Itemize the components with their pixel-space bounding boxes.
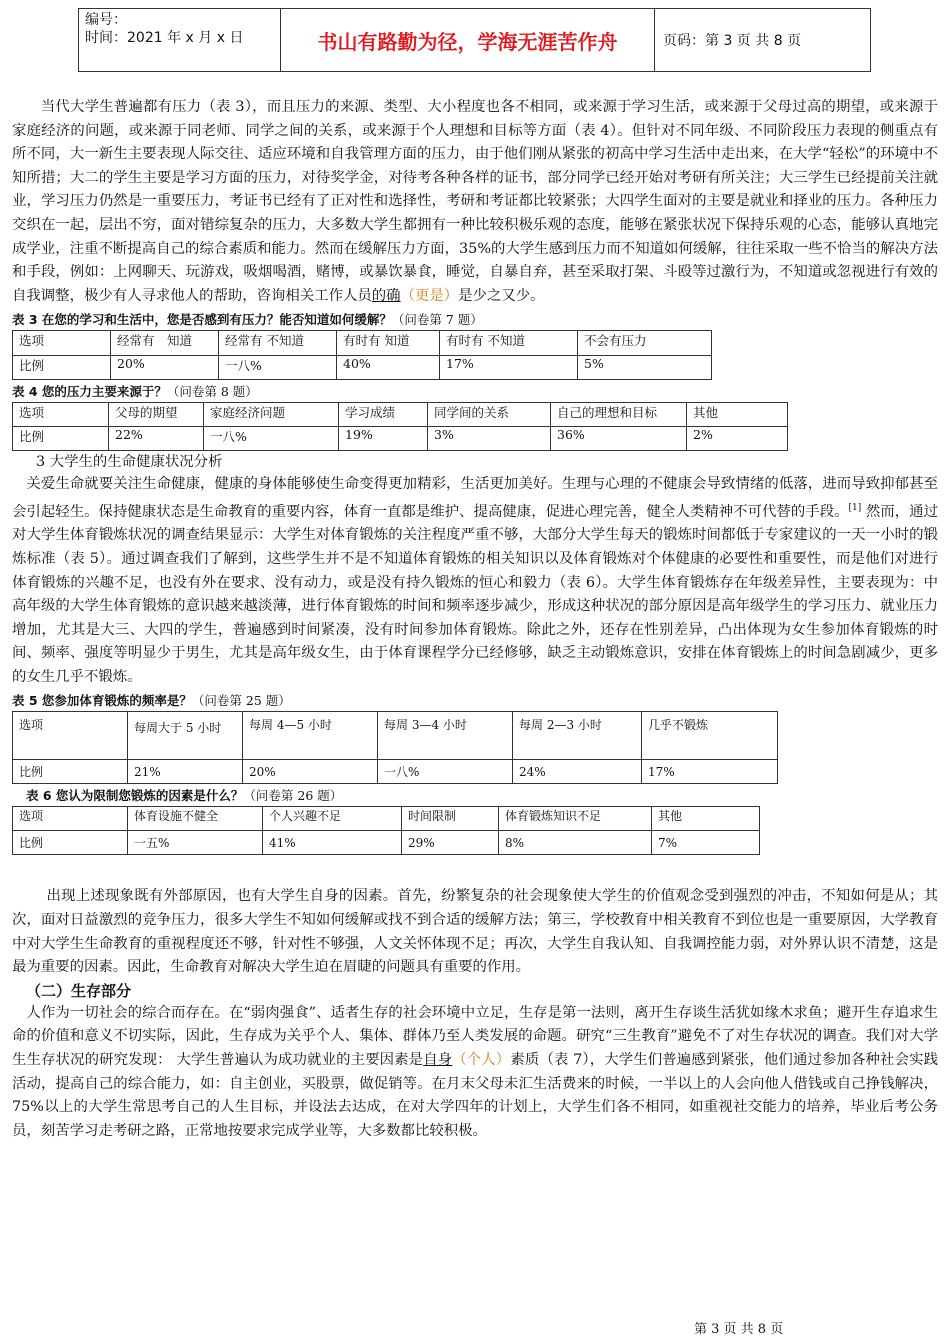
table-cell: 8%: [499, 831, 652, 855]
paragraph-health: [12, 473, 938, 689]
revision-text: （更是）: [400, 287, 459, 304]
table-cell: 比例: [13, 831, 128, 855]
table-cell: 时间限制: [402, 807, 499, 831]
table-cell: 选项: [13, 403, 109, 427]
table-cell: 有时有 知道: [337, 331, 440, 356]
table-cell: 学习成绩: [339, 403, 428, 427]
caption-title: 表 5 您参加体育锻炼的频率是？: [12, 693, 192, 709]
table-cell: 3%: [428, 427, 551, 451]
header-motto: 书山有路勤为径，学海无涯苦作舟: [281, 9, 655, 71]
paragraph-text: 关爱生命就要关注生命健康，健康的身体能够使生命变得更加精彩，生活更加美好。生理与心理的不健康会导致情绪的低落，进而导致抑郁甚至会引起轻生。保持健康状态是生命教育的重要内容，体育一直都是维护、提高健康，促进心理完善，健全人类精神不可代替的手段。: [12, 476, 938, 520]
page-header: [78, 8, 871, 72]
table-cell: 29%: [402, 831, 499, 855]
table-cell: 2%: [687, 427, 788, 451]
table-cell: 17%: [642, 760, 778, 784]
table6-caption: [12, 786, 938, 806]
table-cell: 40%: [337, 356, 440, 380]
header-page-info: 页码：第 3 页 共 8 页: [663, 33, 802, 49]
table-cell: 19%: [339, 427, 428, 451]
table-cell: 20%: [111, 356, 219, 380]
table-cell: 经常有 知道: [111, 331, 219, 356]
table-cell: 一八%: [204, 427, 339, 451]
table3-caption: [12, 310, 938, 330]
caption-note: （问卷第 25 题）: [191, 693, 291, 709]
caption-note: （问卷第 7 题）: [391, 312, 483, 328]
table-cell: 体育锻炼知识不足: [499, 807, 652, 831]
table-cell: 经常有 不知道: [219, 331, 337, 356]
table-cell: 选项: [13, 807, 128, 831]
table5-caption: [12, 691, 938, 711]
table-cell: 每周 2—3 小时: [513, 712, 642, 760]
table-cell: 22%: [109, 427, 204, 451]
table-cell: 父母的期望: [109, 403, 204, 427]
table-cell: 选项: [13, 712, 128, 760]
table-cell: 有时有 不知道: [440, 331, 578, 356]
table-cell: 不会有压力: [578, 331, 712, 356]
caption-note: （问卷第 8 题）: [166, 384, 258, 400]
table-cell: 每周大于 5 小时: [128, 712, 243, 760]
caption-title: 表 3 在您的学习和生活中，您是否感到有压力？能否知道如何缓解？: [12, 312, 392, 328]
table-cell: 其他: [652, 807, 760, 831]
caption-note: （问卷第 26 题）: [243, 788, 343, 804]
table-cell: 20%: [243, 760, 378, 784]
paragraph-text: 人作为一切社会的综合而存在。在“弱肉强食”、适者生存的社会环境中立足，生存是第一法则，离开生存谈生活犹如缘木求鱼；避开生存追求生命的价值和意义不切实际，因此，生存成为关乎个人、集体、群体乃至人类发展的命题。研究“三生教育”避免不了对生存状况的调查。我们对大学生生存状况的研究发现： 大学生普遍认为成功就业的主要因素是: [12, 1004, 938, 1069]
table4-caption: [12, 382, 938, 402]
table-cell: 几乎不锻炼: [642, 712, 778, 760]
header-number: 编号：: [85, 12, 127, 28]
table-cell: 家庭经济问题: [204, 403, 339, 427]
table-cell: 其他: [687, 403, 788, 427]
paragraph-survival: [12, 1002, 938, 1144]
paragraph-text: 素质（表 7），大学生们普遍感到紧张，他们通过参加各种社会实践活动，提高自己的综合能力，如：自主创业，买股票，做促销等。在月末父母未汇生活费来的时候，一半以上的人会向他人借钱或自己挣钱解决，75%以上的大学生常思考自己的人生目标，并设法去达成，在对大学四年的计划上，大学生们各不相同，如重视社交能力的培养，毕业后考公务员，刻苦学习走考研之路，正常地按要求完成学业等，大多数都比较积极。: [12, 1052, 938, 1139]
table-3: [12, 330, 712, 380]
section-3-heading: 3 大学生的生命健康状况分析: [36, 454, 223, 471]
table-cell: 个人兴趣不足: [263, 807, 402, 831]
header-meta: [79, 9, 281, 71]
table-cell: 选项: [13, 331, 111, 356]
table-cell: 17%: [440, 356, 578, 380]
paragraph-causes: 出现上述现象既有外部原因，也有大学生自身的因素。首先，纷繁复杂的社会现象使大学生的价值观念受到强烈的冲击，不知如何是从；其次，面对日益激烈的竞争压力，很多大学生不知如何缓解或找不到合适的缓解方法；第三，学校教育中相关教育不到位也是一重要原因，大学教育中对大学生生命教育的重视程度还不够，针对性不够强，人文关怀体现不足；再次，大学生自我认知、自我调控能力弱，对外界认识不清楚，这是最为重要的因素。因此，生命教育对解决大学生迫在眉睫的问题具有重要的作用。: [12, 888, 938, 976]
revision-text: （个人）: [452, 1052, 511, 1069]
underlined-text: 的确: [371, 287, 401, 304]
paragraph-text: 是少之又少。: [458, 287, 545, 304]
table-cell: 比例: [13, 427, 109, 451]
table-cell: 21%: [128, 760, 243, 784]
table-cell: 比例: [13, 760, 128, 784]
header-time: 时间：2021 年 x 月 x 日: [85, 30, 244, 46]
table-5: [12, 711, 778, 784]
table-cell: 7%: [652, 831, 760, 855]
caption-title: 表 4 您的压力主要来源于？: [12, 384, 167, 400]
table-cell: 自己的理想和目标: [551, 403, 687, 427]
paragraph-text: 然而，通过对大学生体育锻炼状况的调查结果显示：大学生对体育锻炼的关注程度严重不够，大部分大学生每天的锻炼时间都低于专家建议的一天一小时的锻炼标准（表 5）。通过调查我们了解到，这些学生并不是不知道体育锻炼的相关知识以及体育锻炼对个体健康的必要性和重要性，而是他们对进行体育锻炼的兴趣不足，也没有外在要求、没有动力，或是没有持久锻炼的恒心和毅力（表 6）。大学生体育锻炼存在年级差异性，主要表现为：中高年级的大学生体育锻炼的意识越来越淡薄，进行体育锻炼的时间和频率逐步减少，形成这种状况的部分原因是高年级学生的学习压力、就业压力增加，尤其是大三、大四的学生，普遍感到时间紧凑，没有时间参加体育锻炼。除此之外，还存在性别差异，凸出体现为女生参加体育锻炼的时间、频率、强度等明显少于男生，尤其是高年级女生，由于体育课程学分已经修够，缺乏主动锻炼意识，安排在体育锻炼上的时间急剧减少，更多的女生几乎不锻炼。: [12, 503, 938, 685]
document-body: [12, 96, 938, 1143]
table-cell: 同学间的关系: [428, 403, 551, 427]
section-two-heading: （二）生存部分: [26, 981, 132, 1000]
citation-ref: [1]: [848, 502, 862, 513]
table-cell: 一五%: [128, 831, 263, 855]
paragraph-text: 当代大学生普遍都有压力（表 3），而且压力的来源、类型、大小程度也各不相同，或来源于学习生活，或来源于父母过高的期望，或来源于家庭经济的问题，或来源于同老师、同学之间的关系，或来源于个人理想和目标等方面（表 4）。但针对不同年级、不同阶段压力表现的侧重点有所不同，大一新生主要表现人际交往、适应环境和自我管理方面的压力，由于他们刚从紧张的初高中学习生活中走出来，在大学“轻松”的环境中不知所措；大二的学生主要是学习方面的压力，对待奖学金，对待考各种各样的证书，部分同学已经开始对考研有所关注；大三学生已经提前关注就业，学习压力仍然是一重要压力，考证书已经有了正对性和选择性，考研和考证都比较紧张；大四学生面对的主要是就业和择业的压力。各种压力交织在一起，层出不穷，面对错综复杂的压力，大多数大学生都拥有一种比较积极乐观的态度，能够在紧张状况下保持乐观的心态，能够认真地完成学业，注重不断提高自己的综合素质和能力。然而在缓解压力方面，35%的大学生感到压力而不知道如何缓解，往往采取一些不恰当的解决方法和手段，例如：上网聊天、玩游戏，吸烟喝酒，赌博，或暴饮暴食，睡觉，自暴自弃，甚至采取打架、斗殴等过激行为，不知道或忽视进行有效的自我调整，极少有人寻求他人的帮助，咨询相关工作人员: [12, 99, 938, 304]
table-4: [12, 402, 788, 451]
paragraph-pressure: [12, 96, 938, 308]
caption-title: 表 6 您认为限制您锻炼的因素是什么？: [26, 788, 244, 804]
table-cell: 24%: [513, 760, 642, 784]
table-cell: 5%: [578, 356, 712, 380]
underlined-text: 自身: [423, 1052, 453, 1069]
table-cell: 比例: [13, 356, 111, 380]
table-cell: 每周 4—5 小时: [243, 712, 378, 760]
page-footer: 第 3 页 共 8 页: [694, 1322, 784, 1337]
table-cell: 一八%: [378, 760, 513, 784]
table-cell: 体育设施不健全: [128, 807, 263, 831]
table-cell: 41%: [263, 831, 402, 855]
table-cell: 36%: [551, 427, 687, 451]
table-cell: 每周 3—4 小时: [378, 712, 513, 760]
table-cell: 一八%: [219, 356, 337, 380]
table-6: [12, 806, 760, 855]
